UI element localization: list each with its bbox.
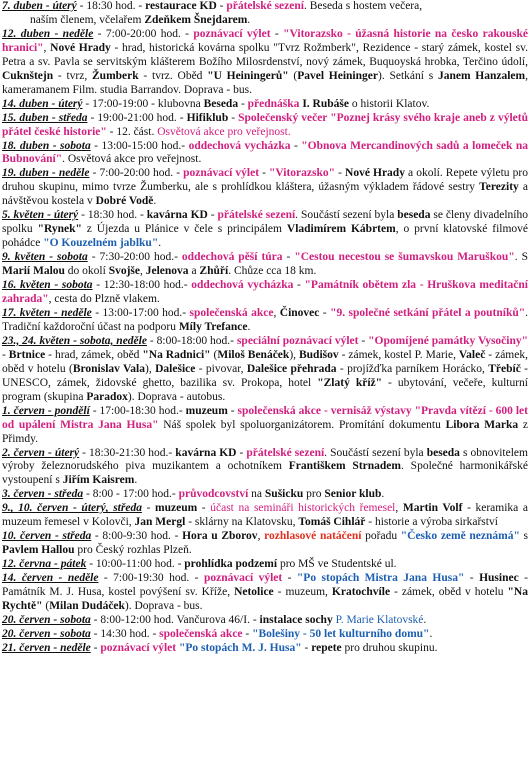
event-date: 1. červen - pondělí xyxy=(2,404,90,417)
event-text: - muzeum, xyxy=(273,586,332,599)
event-entry xyxy=(2,0,528,28)
event-name: Terezity xyxy=(479,181,519,194)
event-name: Beseda xyxy=(203,97,239,110)
event-text: . Společné harmonikářské vystoupení s xyxy=(2,460,528,487)
event-text: . xyxy=(158,237,162,250)
event-name: Žumberk xyxy=(92,69,139,82)
event-text: , kameramanem Film. studia Barrandov. Doprava - bus. xyxy=(2,69,528,96)
event-name: "Na Radnici" xyxy=(142,348,211,361)
event-name: Sušicku xyxy=(264,488,304,501)
event-text: - zámek, oběd v hotelu ( xyxy=(2,348,528,375)
event-highlight: průvodcovství xyxy=(178,488,249,501)
event-text: ( xyxy=(42,599,50,612)
event-text: - 7:00-19:30 hod. - xyxy=(98,572,204,585)
event-text: . xyxy=(153,195,157,208)
event-date: 14. červen - neděle xyxy=(2,572,99,585)
event-date: 15. duben - středa xyxy=(2,111,88,124)
event-name: repete xyxy=(311,641,342,654)
event-text: - xyxy=(270,27,284,40)
event-text: . xyxy=(247,320,251,333)
event-text: a okolí. Repete výletu pro druhou skupinu, mimo tvrze Žumberku, ale s prohlídkou kláštera, úžasným výkladem řádové sestry xyxy=(2,167,528,194)
event-highlight: "Česko země neznámá" xyxy=(400,530,520,543)
event-text: pro MŠ ve Studentské ul. xyxy=(277,558,397,571)
event-text: - xyxy=(236,446,247,459)
event-entry xyxy=(2,112,528,140)
event-name: Třebíč xyxy=(488,362,521,375)
event-date: 3. červen - středa xyxy=(2,488,84,501)
event-name: Jan Mergl xyxy=(134,516,186,529)
event-text: - tvrz. Oběd xyxy=(138,69,208,82)
event-text: - 12. část. xyxy=(106,125,158,138)
event-text: pro xyxy=(303,488,325,501)
event-highlight: poznávací výlet xyxy=(100,641,177,654)
event-entry xyxy=(2,572,528,614)
event-text: - UNESCO, zámek, židovské ghetto, bazilika sv. Prokopa, hotel xyxy=(2,362,529,389)
event-date: 18. duben - sobota xyxy=(2,139,91,152)
event-text: - xyxy=(464,572,480,585)
event-name: Paradox xyxy=(86,390,128,403)
event-text: - 8:00 - 17:00 hod.- xyxy=(83,488,179,501)
event-name: Senior klub xyxy=(324,488,382,501)
event-name: Pavlem Hallou xyxy=(2,544,75,557)
event-text: - 8:00-18:00 hod.- xyxy=(146,334,237,347)
event-text: ). Doprava - bus. xyxy=(124,599,203,612)
event-text: - zámek, oběd v hotelu xyxy=(390,586,508,599)
event-entry xyxy=(2,28,528,98)
event-highlight: "O Kouzelném jablku" xyxy=(43,237,159,250)
event-text: - 17:00-18:30 hod.- xyxy=(89,404,186,417)
event-text: - zámek, kostel P. Marie, xyxy=(338,348,459,361)
event-text: - 8:00-12:00 hod. Vančurova 46/I. - xyxy=(90,613,260,626)
event-text: z Újezda u Plánice v čele s principálem xyxy=(81,223,287,236)
event-text: . Osvětová akce pro veřejnost. xyxy=(62,153,202,166)
event-text: , xyxy=(43,41,51,54)
event-list xyxy=(2,0,528,656)
event-text: . xyxy=(134,474,138,487)
event-date: 19. duben - neděle xyxy=(2,167,90,180)
event-entry xyxy=(2,140,528,168)
event-text: s obnovitelem výroby železnorudského piva muzikantem a ochotníkem xyxy=(2,446,528,473)
event-text: - xyxy=(2,348,9,361)
event-text: - historie a výroba sirkařství xyxy=(365,516,498,529)
event-text: . Tradiční každoroční účast na podporu xyxy=(2,306,529,333)
event-entry xyxy=(2,642,528,656)
event-highlight: "Obnova Mercandinových sadů a lomeček na Bubnování" xyxy=(2,139,528,166)
event-text: - 14:30 hod. - xyxy=(90,627,160,640)
event-text: - 19:00-21:00 hod. - xyxy=(87,111,187,124)
event-text: - keramika a muzeum řemesel v Kolovči, xyxy=(2,502,529,529)
event-entry xyxy=(2,251,528,279)
event-text: a xyxy=(188,265,200,278)
event-name: Svojše xyxy=(108,265,140,278)
event-text: - xyxy=(227,404,238,417)
event-entry xyxy=(2,279,528,307)
event-highlight: "Vitorazsko" xyxy=(269,167,336,180)
event-highlight: rozhlasové natáčení xyxy=(264,530,362,543)
event-text: z Přimdy. xyxy=(2,418,528,445)
event-text: . xyxy=(429,627,433,640)
event-name: Miloš Benáček xyxy=(217,348,290,361)
event-highlight: oddechová pěší túra xyxy=(181,251,283,264)
event-entry xyxy=(2,447,528,489)
event-date: 9., 10. červen - úterý, středa xyxy=(2,502,142,515)
event-text: , xyxy=(395,502,403,515)
event-text: a návštěvou kostela v xyxy=(2,181,528,208)
event-text: naším členem, včelařem xyxy=(30,13,145,26)
event-text: , cesta do Plzně vlakem. xyxy=(48,293,160,306)
event-entry xyxy=(2,405,528,447)
event-text: - xyxy=(207,209,218,222)
event-entry xyxy=(2,558,528,572)
event-date: 20. červen - sobota xyxy=(2,613,91,626)
event-text: o historii Klatov. xyxy=(348,97,430,110)
event-text: - xyxy=(228,111,239,124)
event-name: Jiřím Kaisrem xyxy=(62,474,135,487)
event-text: . S xyxy=(514,251,528,264)
event-highlight: poznávací výlet xyxy=(193,27,271,40)
event-highlight: speciální poznávací výlet xyxy=(236,334,359,347)
event-highlight: "Po stopách M. J. Husa" xyxy=(178,641,302,654)
event-name: Míly Trefance xyxy=(178,320,248,333)
event-text: s xyxy=(519,530,528,543)
event-text: - xyxy=(282,251,295,264)
event-date: 17. květen - neděle xyxy=(2,306,92,319)
event-highlight: "Po stopách Mistra Jana Husa" xyxy=(296,572,465,585)
event-name: I. Rubáše xyxy=(302,97,349,110)
event-text: pořadu xyxy=(361,530,401,543)
event-name: Nové Hrady xyxy=(50,41,111,54)
event-text: - xyxy=(141,502,156,515)
event-highlight: poznávací výlet xyxy=(203,572,283,585)
event-date: 2. červen - úterý xyxy=(2,446,80,459)
event-name: Zdeňkem Šnejdarem xyxy=(144,13,248,26)
event-highlight: "Opomíjené památky Vysočiny" xyxy=(368,334,528,347)
event-date: 9. květen - sobota xyxy=(2,251,88,264)
event-date: 21. červen - neděle xyxy=(2,641,91,654)
event-entry xyxy=(2,335,528,405)
event-text: . Součástí sezení byla xyxy=(324,446,427,459)
event-date: 5. květen - úterý xyxy=(2,209,79,222)
event-entry xyxy=(2,307,528,335)
event-name: Nové Hrady xyxy=(345,167,405,180)
event-text: . xyxy=(423,613,427,626)
event-text: ( xyxy=(210,348,218,361)
event-date: 12. duben - neděle xyxy=(2,27,94,40)
event-text: - xyxy=(335,167,346,180)
event-text: pro druhou skupinu. xyxy=(341,641,438,654)
event-name: Janem Hanzalem xyxy=(437,69,526,82)
event-name: Libora Marka xyxy=(445,418,519,431)
event-name: Husinec xyxy=(479,572,519,585)
event-text: - tvrz, xyxy=(53,69,92,82)
event-highlight: přátelské sezení xyxy=(226,0,304,12)
event-entry xyxy=(2,488,528,502)
event-text: - 18:30 hod. - xyxy=(76,0,146,12)
event-continuation xyxy=(2,14,528,28)
event-name: beseda xyxy=(397,209,431,222)
event-name: Cuknštejn xyxy=(2,69,54,82)
event-highlight: Osvětová akce pro veřejnost. xyxy=(157,125,291,138)
event-entry xyxy=(2,209,528,251)
event-text: - 13:00-15:00 hod.- xyxy=(90,139,189,152)
event-entry xyxy=(2,502,528,530)
event-highlight: oddechová vycházka xyxy=(191,279,294,292)
event-text: - 7:00-20:00 hod. - xyxy=(89,167,184,180)
event-text: - xyxy=(319,306,331,319)
event-name: kavárna KD xyxy=(146,209,208,222)
event-entry xyxy=(2,628,528,642)
event-date: 10. červen - středa xyxy=(2,530,92,543)
event-name: "U Heiningerů" xyxy=(207,69,289,82)
event-text: - xyxy=(301,641,312,654)
event-date: 12. června - pátek xyxy=(2,558,87,571)
event-text: - pivovar, xyxy=(195,362,247,375)
event-highlight: oddechová vycházka xyxy=(188,139,291,152)
event-name: Bronislav Vala xyxy=(72,362,146,375)
event-text: - xyxy=(282,572,297,585)
event-text: . xyxy=(247,13,251,26)
event-name: Kratochvíle xyxy=(331,586,391,599)
event-name: Valeč xyxy=(458,348,486,361)
event-name: Milan Dudáček xyxy=(49,599,125,612)
event-text: - xyxy=(293,279,305,292)
event-text: - 18:30-21:30 hod.- xyxy=(79,446,176,459)
event-highlight: přednáška xyxy=(247,97,300,110)
event-name: Dalešice přehrada xyxy=(246,362,337,375)
event-name: "Rynek" xyxy=(37,223,82,236)
event-text: - 7:30-20:00 hod.- xyxy=(87,251,182,264)
event-text: ). Doprava - autobus. xyxy=(127,390,226,403)
event-text: - xyxy=(290,139,302,152)
event-highlight: poznávací výlet xyxy=(183,167,260,180)
event-highlight: společenská akce xyxy=(159,627,243,640)
event-highlight: "Památník obětem zla - Hruškova meditační zahrada" xyxy=(2,279,528,306)
event-text: . Chůze cca 18 km. xyxy=(228,265,317,278)
event-name: Netolice xyxy=(234,586,274,599)
event-entry xyxy=(2,167,528,209)
event-text: , xyxy=(257,530,265,543)
event-name: restaurace KD xyxy=(145,0,217,12)
event-text: - 13:00-17:00 hod.- xyxy=(91,306,190,319)
event-text: , xyxy=(273,306,280,319)
event-text: , o první klatovské filmové pohádce xyxy=(2,223,529,250)
event-text: - xyxy=(259,167,270,180)
event-text: . Součástí sezení byla xyxy=(295,209,398,222)
event-highlight: společenská akce - vernisáž výstavy "Pravda vítězí - 600 let od upálení Mistra Jana Husa" xyxy=(2,404,528,431)
event-text: - 12:30-18:00 hod.- xyxy=(92,279,192,292)
event-name: prohlídka podzemí xyxy=(184,558,278,571)
event-highlight: účast na semináři historických řemesel xyxy=(210,502,396,515)
event-name: instalace sochy xyxy=(259,613,333,626)
event-name: Hora u Zborov xyxy=(182,530,258,543)
event-name: Budišov xyxy=(298,348,339,361)
event-date: 20. červen - sobota xyxy=(2,627,91,640)
event-text: . xyxy=(381,488,385,501)
event-text: - xyxy=(197,502,211,515)
event-name: "Na Rychtě" xyxy=(2,586,528,612)
event-name: Vladimírem Kábrtem xyxy=(286,223,396,236)
event-name: Brtnice xyxy=(8,348,46,361)
event-text: - xyxy=(242,627,253,640)
event-name: Zhůří xyxy=(199,265,229,278)
event-text: - 18:30 hod. - xyxy=(78,209,147,222)
event-highlight: přátelské sezení xyxy=(246,446,325,459)
event-name: Hifiklub xyxy=(186,111,229,124)
event-text: - ubytování, večeře, kulturní program (skupina xyxy=(2,376,528,403)
event-date: 14. duben - úterý xyxy=(2,97,83,110)
event-name: beseda xyxy=(426,446,460,459)
event-text: - 7:00-20:00 hod. - xyxy=(93,27,194,40)
event-text: , xyxy=(140,265,146,278)
event-text: - Památník M. J. Husa, kostel povýšení sv. Kříže, xyxy=(2,572,528,599)
event-name: Dalešice xyxy=(155,362,196,375)
event-text: - sklárny na Klatovsku, xyxy=(185,516,299,529)
event-text: ). Setkání s xyxy=(377,69,438,82)
event-text: Náš spolek byl spoluorganizátorem. Promítání dokumentu xyxy=(158,418,446,431)
event-entry xyxy=(2,530,528,558)
event-entry xyxy=(2,614,528,628)
event-text: ( xyxy=(288,69,298,82)
event-entry xyxy=(2,98,528,112)
event-text: - xyxy=(238,97,248,110)
event-text: - 17:00-19:00 - klubovna xyxy=(82,97,204,110)
event-text: . Beseda s hostem večera, xyxy=(303,0,423,12)
event-text: do okolí xyxy=(64,265,109,278)
event-text: ), xyxy=(145,362,156,375)
event-highlight: "9. společné setkání přátel a poutníků" xyxy=(330,306,526,319)
event-name: Pavel Heininger xyxy=(297,69,378,82)
event-name: "Zlatý kříž" xyxy=(317,376,382,389)
event-text: - xyxy=(90,641,101,654)
event-date: 16. květen - sobota xyxy=(2,279,93,292)
event-name: Marií Malou xyxy=(2,265,65,278)
event-name: Činovec xyxy=(279,306,320,319)
event-text: pro Český rozhlas Plzeň. xyxy=(74,544,192,557)
event-date: 23., 24. květen - sobota, neděle xyxy=(2,334,147,347)
event-name: Dobré Vodě xyxy=(95,195,154,208)
event-text: - projížďka parníkem Horácko, xyxy=(336,362,489,375)
event-text: - 8:00-9:30 hod. - xyxy=(91,530,183,543)
event-highlight: přátelské sezení xyxy=(217,209,296,222)
event-highlight: Společenský večer "Poznej krásy svého kraje aneb z výletů přátel české historie" xyxy=(2,111,528,138)
event-highlight: P. Marie Klatovské xyxy=(335,613,424,626)
event-name: Jelenova xyxy=(145,265,189,278)
event-text: - xyxy=(358,334,369,347)
event-name: Tomáš Cihlář xyxy=(298,516,366,529)
event-date: 7. duben - úterý xyxy=(2,0,77,12)
event-name: Františkem Strnadem xyxy=(288,460,401,473)
event-text: na xyxy=(248,488,265,501)
event-text: se členy divadelního spolku xyxy=(2,209,528,236)
event-text: ), xyxy=(289,348,299,361)
event-highlight: "Cestou necestou se šumavskou Maruškou" xyxy=(294,251,515,264)
event-name: kavárna KD xyxy=(175,446,237,459)
event-text: - hrad, zámek, oběd xyxy=(45,348,143,361)
event-name: Martin Volf xyxy=(402,502,463,515)
event-text: - hrad, historická kovárna spolku "Tvrz Rožmberk", Rezidence - starý zámek, kostel sv. Petra a sv. Pavla se servitským klášterem Božího Milosrdenství, nový zámek, Buquoyská hrobka, Terčino údolí, xyxy=(2,41,529,68)
event-name: muzeum xyxy=(155,502,198,515)
event-highlight: "Vitorazsko - úžasná historie na česko rakouské hranici" xyxy=(2,27,528,54)
event-text: - 10:00-11:00 hod. - xyxy=(86,558,185,571)
event-highlight: "Bolešiny - 50 let kulturního domu" xyxy=(252,627,430,640)
event-highlight: společenská akce xyxy=(189,306,274,319)
event-name: muzeum xyxy=(185,404,228,417)
event-text: - xyxy=(216,0,227,12)
